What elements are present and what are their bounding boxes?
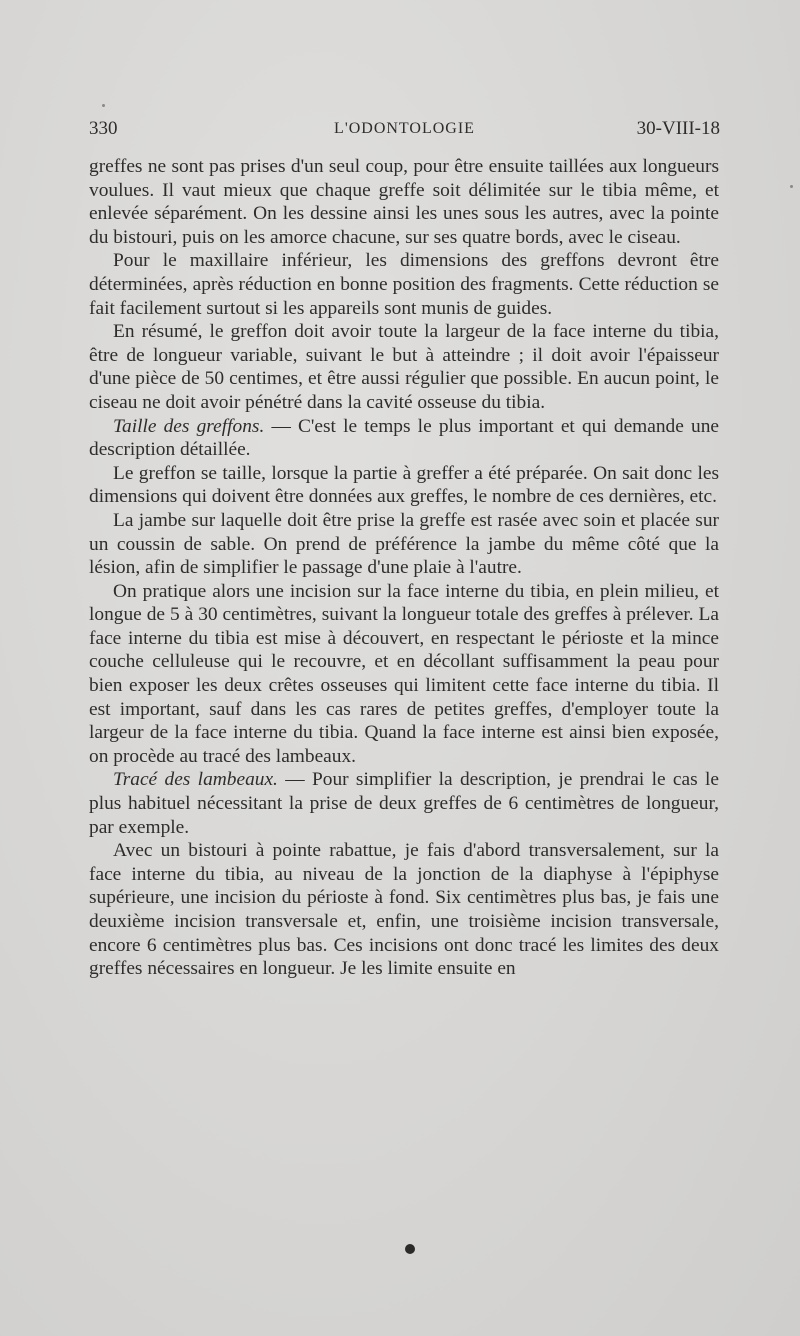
paper-speck — [102, 104, 105, 107]
section-heading: Taille des greffons. — [113, 415, 265, 437]
bullet-mark — [405, 1244, 415, 1254]
paragraph-text: La jambe sur laquelle doit être prise la greffe est rasée avec soin et placée sur un coussin de sable. On prend de préférence la jambe du même côté que la lésion, afin de simplifier le passage d'une plaie à l'autre. — [89, 509, 719, 579]
paper-speck — [790, 185, 793, 188]
paragraph-text: — C'est le temps le plus important et qui demande une description détaillée. — [89, 415, 719, 461]
paragraph — [89, 580, 719, 769]
paragraph — [89, 155, 719, 249]
paragraph — [89, 509, 719, 580]
paragraph — [89, 768, 719, 839]
paragraph-text: Pour le maxillaire inférieur, les dimensions des greffons devront être déterminées, après réduction en bonne position des fragments. Cette réduction se fait facilement surtout si les appareils sont munis de guides. — [89, 250, 719, 319]
paragraph-text: — Pour simplifier la description, je prendrai le cas le plus habituel nécessitant la prise de deux greffes de 6 centimètres de longueur, par exemple. — [89, 769, 719, 838]
paragraph — [89, 320, 719, 414]
paragraph-text: Le greffon se taille, lorsque la partie à greffer a été préparée. On sait donc les dimensions qui doivent être données aux greffes, le nombre de ces dernières, etc. — [89, 462, 719, 508]
running-title: L'ODONTOLOGIE — [334, 120, 475, 137]
section-heading: Tracé des lambeaux. — [113, 769, 278, 791]
page-number: 330 — [89, 118, 118, 139]
body-text — [89, 155, 719, 981]
paragraph — [89, 249, 719, 320]
page-header — [89, 118, 720, 142]
paragraph-text: On pratique alors une incision sur la face interne du tibia, en plein milieu, et longue de 5 à 30 centimètres, suivant la longueur totale des greffes à prélever. La face interne du tibia est mise à découvert, en respectant le périoste et la mince couche celluleuse qui le recouvre, et en décollant suffisamment la peau pour bien exposer les deux crêtes osseuses qui limitent cette face interne du tibia. Il est important, sauf dans les cas rares de petites greffes, d'employer toute la largeur de la face interne du tibia. Quand la face interne est ainsi bien exposée, on procède au tracé des lambeaux. — [89, 580, 719, 767]
paragraph — [89, 462, 719, 509]
issue-date: 30-VIII-18 — [636, 118, 720, 139]
paragraph-text: Avec un bistouri à pointe rabattue, je fais d'abord transversalement, sur la face interne du tibia, au niveau de la jonction de la diaphyse à l'épiphyse supérieure, une incision du périoste à fond. Six centimètres plus bas, je fais une deuxième incision transversale et, enfin, une troisième incision transversale, encore 6 centimètres plus bas. Ces incisions ont donc tracé les limites des deux greffes nécessaires en longueur. Je les limite ensuite en — [89, 840, 719, 980]
paragraph-text: En résumé, le greffon doit avoir toute la largeur de la face interne du tibia, être de longueur variable, suivant le but à atteindre ; il doit avoir l'épaisseur d'une pièce de 50 centimes, et être aussi régulier que possible. En aucun point, le ciseau ne doit avoir pénétré dans la cavité osseuse du tibia. — [89, 321, 719, 413]
paragraph — [89, 839, 719, 981]
paragraph — [89, 415, 719, 462]
paragraph-text: greffes ne sont pas prises d'un seul coup, pour être ensuite taillées aux longueurs voulues. Il vaut mieux que chaque greffe soit délimitée sur le tibia même, et enlevée séparément. On les dessine ainsi les unes sous les autres, avec la pointe du bistouri, puis on les amorce chacune, sur ses quatre bords, avec le ciseau. — [89, 156, 719, 248]
